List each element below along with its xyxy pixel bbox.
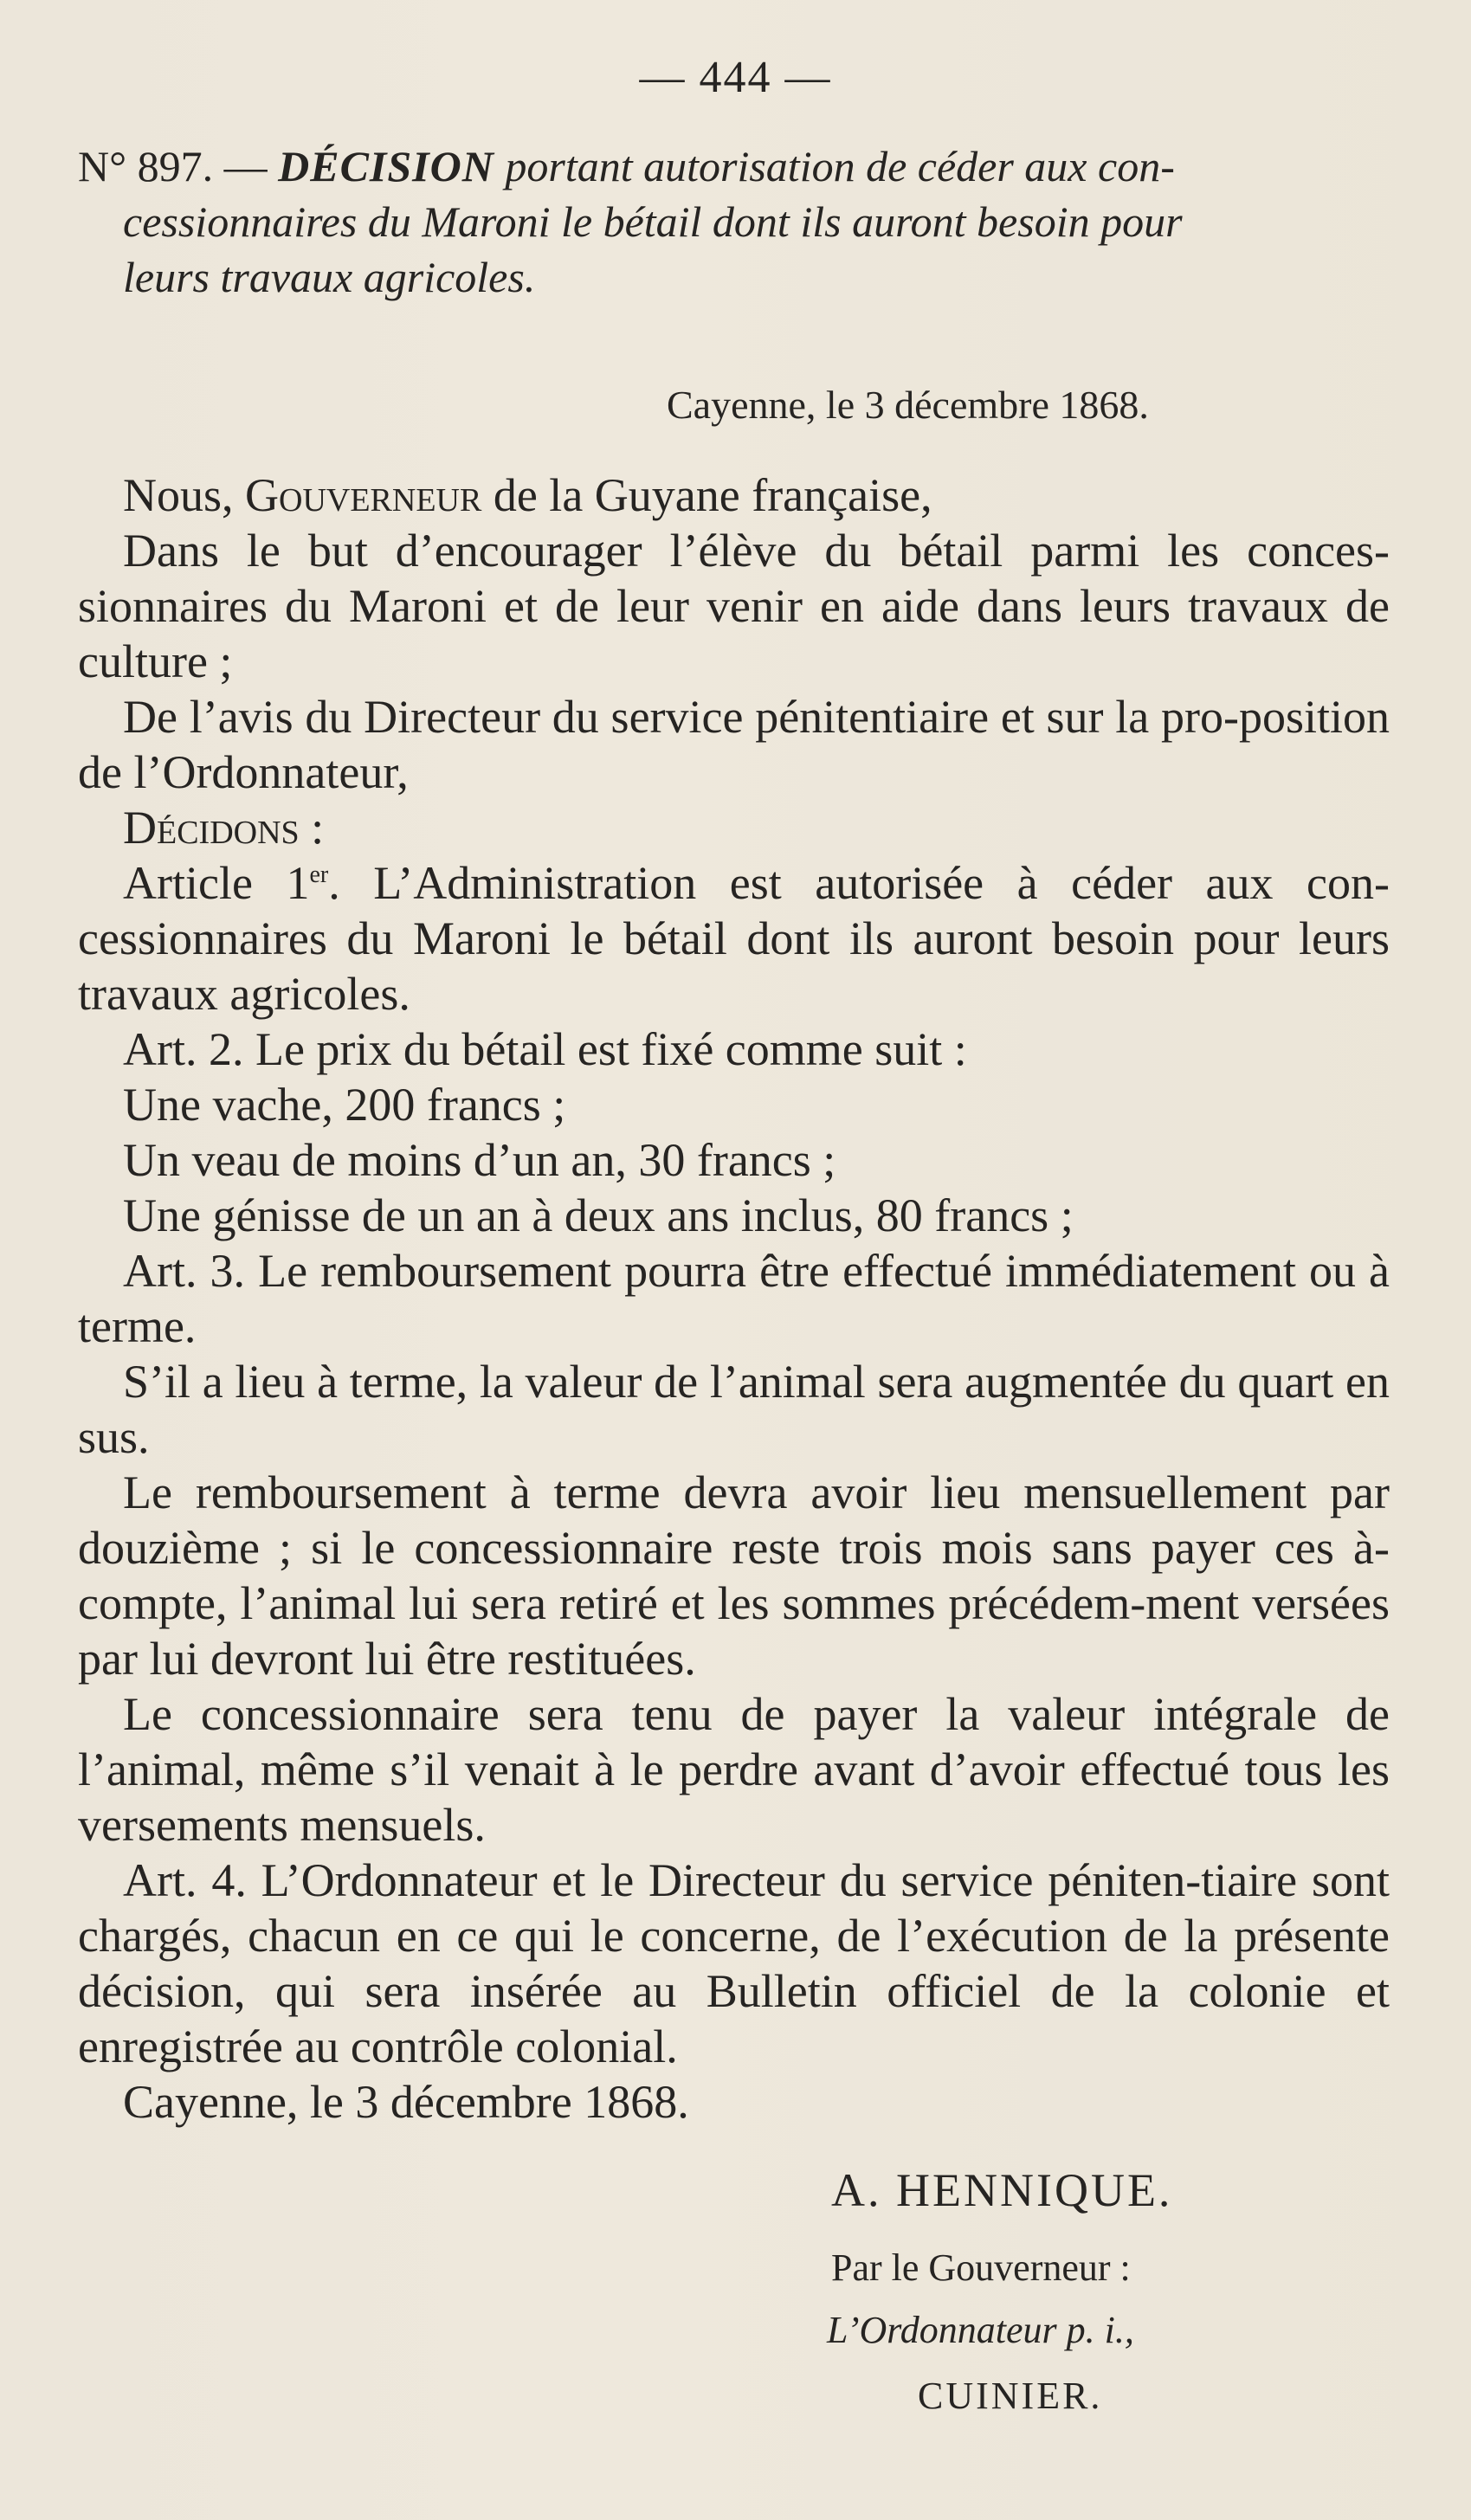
preamble-nous (78, 467, 1390, 523)
place-date-bottom: Cayenne, le 3 décembre 1868. (123, 2076, 689, 2128)
decision-number: N° 897. — (78, 142, 268, 190)
decision-title-line3: leurs travaux agricoles. (123, 253, 536, 301)
article-1-sup: er (309, 861, 329, 888)
price-vache: Une vache, 200 francs ; (123, 1079, 566, 1131)
article-1-text: . L’Administration est autorisée à céder aux con-cessionnaires du Maroni le bétail dont ils auront besoin pour leurs travaux agricoles. (78, 857, 1390, 1020)
preamble-gouverneur: Gouverneur (245, 469, 482, 521)
signature-ordonnateur: L’Ordonnateur p. i., (827, 2309, 1134, 2351)
decidons: Décidons : (123, 802, 325, 854)
signature-par-le-gouverneur: Par le Gouverneur : (831, 2246, 1131, 2289)
price-genisse: Une génisse de un an à deux ans inclus, 80 francs ; (123, 1189, 1074, 1241)
place-date-top: Cayenne, le 3 décembre 1868. (667, 383, 1149, 427)
article-1 (78, 855, 1390, 1022)
signature-name: A. HENNIQUE. (831, 2164, 1173, 2216)
considerant-2: De l’avis du Directeur du service pénitentiaire et sur la pro-position de l’Ordonnateur, (78, 691, 1390, 798)
article-4: Art. 4. L’Ordonnateur et le Directeur du service péniten-tiaire sont chargés, chacun en ce qui le concerne, de l’exécution de la présente décision, qui sera insérée au Bulletin officiel de la colonie et enregistrée au contrôle colonial. (78, 1854, 1390, 2072)
price-veau: Un veau de moins d’un an, 30 francs ; (123, 1134, 836, 1186)
preamble-nous-text: Nous, (123, 469, 246, 521)
preamble-nous-rest: de la Guyane française, (481, 469, 932, 521)
article-3-integrale: Le concessionnaire sera tenu de payer la valeur intégrale de l’animal, même s’il venait à le perdre avant d’avoir effectué tous les versements mensuels. (78, 1688, 1390, 1851)
page-number: — 444 — (639, 53, 832, 102)
decision-body (78, 467, 1390, 2130)
article-3: Art. 3. Le remboursement pourra être effectué immédiatement ou à terme. (78, 1245, 1390, 1352)
article-1-label: Article 1 (123, 857, 310, 909)
signature-cuinier: CUINIER. (918, 2375, 1103, 2417)
article-2: Art. 2. Le prix du bétail est fixé comme suit : (123, 1023, 967, 1075)
decision-heading: DÉCISION (278, 142, 494, 190)
decision-title-line1: portant autorisation de céder aux con- (505, 142, 1175, 190)
decision-title (78, 139, 1390, 305)
article-3-mensuel: Le remboursement à terme devra avoir lieu mensuellement par douzième ; si le concessionnaire reste trois mois sans payer ces à-compte, l’animal lui sera retiré et les sommes précédem-ment versées par lui devront lui être restituées. (78, 1466, 1390, 1685)
decision-title-line2: cessionnaires du Maroni le bétail dont ils auront besoin pour (123, 197, 1183, 246)
article-3-terme: S’il a lieu à terme, la valeur de l’animal sera augmentée du quart en sus. (78, 1356, 1390, 1463)
considerant-1: Dans le but d’encourager l’élève du bétail parmi les conces-sionnaires du Maroni et de leur venir en aide dans leurs travaux de culture ; (78, 525, 1390, 687)
